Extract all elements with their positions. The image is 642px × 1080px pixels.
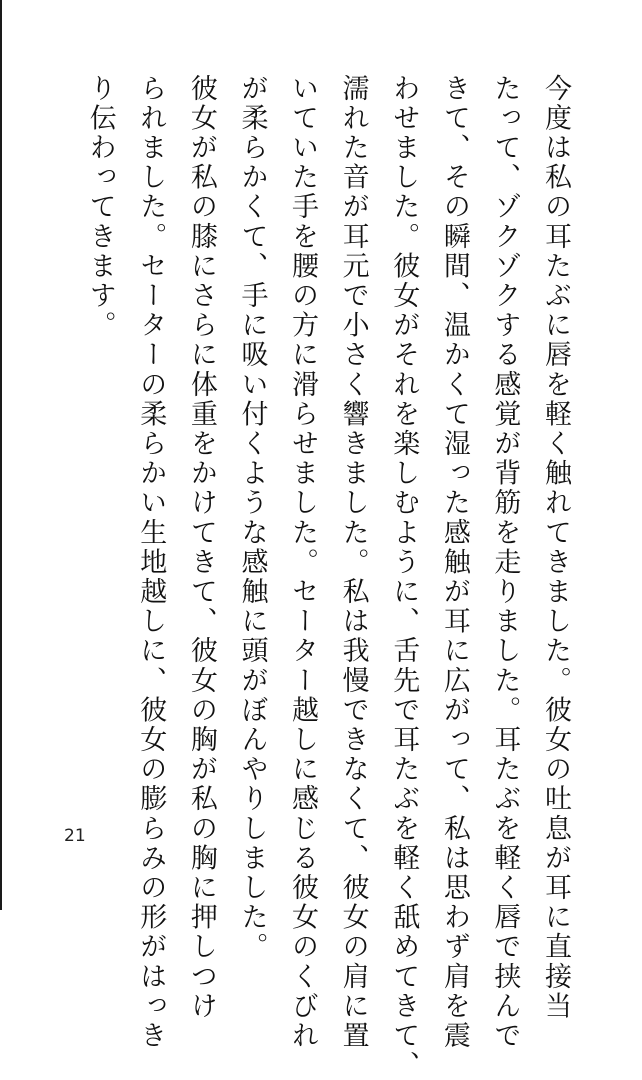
- text-line: が柔らかくて、手に吸い付くような感触に頭がぼんやりしました。: [236, 74, 268, 962]
- text-line: きて、その瞬間、温かくて湿った感触が耳に広がって、私は思わず肩を震: [438, 74, 470, 1051]
- text-line: わせました。彼女がそれを楽しむように、舌先で耳たぶを軽く舐めてきて、: [388, 74, 420, 1080]
- text-line: り伝わってきます。: [84, 74, 116, 341]
- vertical-body-text: [74, 74, 580, 1080]
- text-line: 濡れた音が耳元で小さく響きました。私は我慢できなくて、彼女の肩に置: [337, 74, 369, 1051]
- text-line: たって、ゾクゾクする感覚が背筋を走りました。耳たぶを軽く唇で挟んで: [489, 74, 521, 1051]
- text-line: いていた手を腰の方に滑らせました。セーター越しに感じる彼女のくびれ: [287, 74, 319, 1051]
- page-number: 21: [64, 826, 86, 846]
- text-line: 彼女が私の膝にさらに体重をかけてきて、彼女の胸が私の胸に押しつけ: [185, 74, 217, 1022]
- text-line: られました。セーターの柔らかい生地越しに、彼女の膨らみの形がはっき: [135, 74, 167, 1051]
- text-line: 今度は私の耳たぶに唇を軽く触れてきました。彼女の吐息が耳に直接当: [540, 74, 571, 1022]
- page-edge-line: [0, 0, 2, 910]
